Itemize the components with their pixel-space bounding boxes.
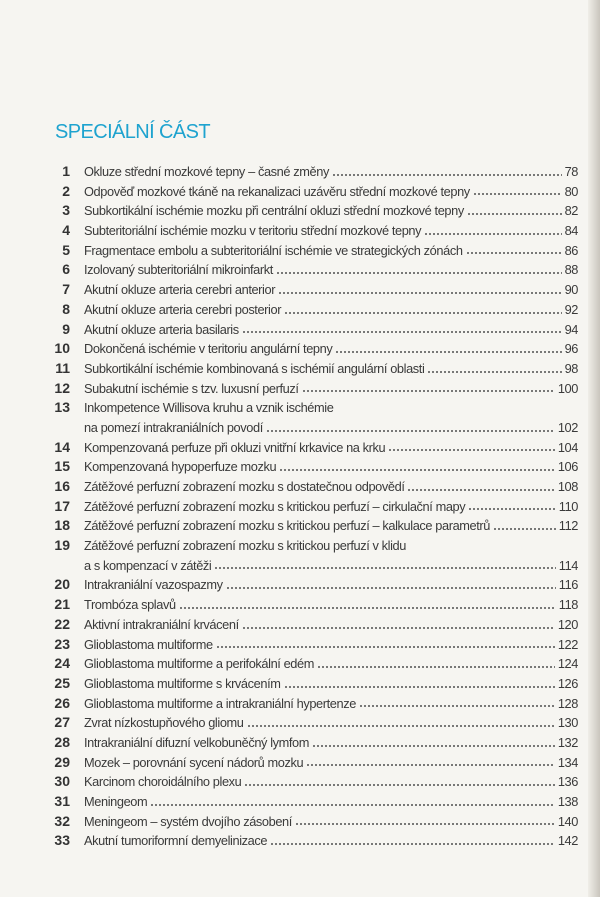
entry-title: Mozek – porovnání sycení nádorů mozku [84,754,304,770]
entry-page-number: 102 [557,419,578,435]
entry-number: 30 [54,773,70,790]
entry-page-number: 100 [557,380,578,396]
entry-title: Karcinom choroidálního plexu [84,774,242,790]
dot-leader [284,311,561,315]
entry-page-number: 108 [557,479,578,494]
entry-number: 11 [55,359,70,376]
entry-text [84,753,578,773]
toc-entry[interactable] [40,694,578,714]
entry-number: 21 [54,596,70,613]
entry-text [84,635,578,655]
entry-page-number: 86 [564,242,578,258]
entry-text [84,595,578,615]
entry-number: 18 [54,517,70,534]
toc-entry[interactable] [40,831,578,851]
entry-text [84,398,578,437]
entry-page-number: 84 [564,223,578,239]
entry-title: Zvrat nízkostupňového gliomu [84,715,244,731]
toc-entry[interactable] [40,674,578,694]
toc-entry[interactable] [40,457,578,477]
dot-leader [317,665,555,669]
entry-text [84,772,578,792]
entry-page-number: 116 [558,577,578,593]
entry-line [84,201,578,221]
dot-leader [284,685,555,689]
entry-text [84,694,578,714]
dot-leader [278,291,561,295]
entry-text [84,654,578,674]
entry-title: Dokončená ischémie v teritoriu angulární tepny [84,341,333,357]
entry-number: 4 [62,222,70,239]
dot-leader [466,251,562,255]
entry-page-number: 96 [564,341,578,357]
toc-entry[interactable] [40,497,578,517]
dot-leader [242,330,562,334]
dot-leader [179,606,556,610]
entry-page-number: 80 [564,183,578,199]
entry-text [84,320,578,340]
entry-line [84,556,578,576]
entry-page-number: 134 [557,754,578,770]
page-edge-shadow [588,0,600,897]
dot-leader [279,468,555,472]
entry-page-number: 122 [557,636,578,652]
entry-text [84,812,578,832]
toc-entry[interactable] [40,615,578,635]
toc-entry[interactable] [40,221,578,241]
entry-title: na pomezí intrakraniálních povodí [84,419,263,435]
dot-leader [270,842,555,846]
entry-title: Glioblastoma multiforme a perifokální edém [84,656,315,672]
entry-text [84,713,578,733]
toc-entry[interactable] [40,477,578,497]
entry-text [84,162,578,182]
entry-page-number: 98 [564,360,578,376]
entry-text [84,457,578,477]
entry-page-number: 82 [564,203,578,219]
entry-page-number: 88 [564,262,578,278]
entry-number: 23 [54,635,70,652]
entry-line [84,792,578,812]
entry-title: Fragmentace embolu a subteritoriální ischémie ve strategických zónách [84,242,463,258]
toc-entry[interactable] [40,359,578,379]
toc-entry[interactable] [40,713,578,733]
entry-number: 32 [54,812,70,829]
entry-title: Subkortikální ischémie kombinovaná s ischémií angulární oblasti [84,360,425,376]
toc-entry[interactable] [40,536,578,575]
entry-page-number: 132 [557,734,578,750]
entry-title: Zátěžové perfuzní zobrazení mozku s kritickou perfuzí v klidu [84,538,406,554]
entry-text [84,615,578,635]
entry-line [84,772,578,792]
entry-text [84,379,578,399]
entry-line [84,595,578,615]
dot-leader [359,704,555,708]
entry-title: Subkortikální ischémie mozku při centrální okluzi střední mozkové tepny [84,203,464,219]
dot-leader [473,192,562,196]
toc-entry[interactable] [40,182,578,202]
entry-text [84,280,578,300]
entry-number: 8 [62,300,70,317]
section-heading: SPECIÁLNÍ ČÁST [55,121,210,143]
entry-line [84,516,578,536]
entry-title: Inkompetence Willisova kruhu a vznik ischémie [84,400,334,416]
entry-page-number: 110 [558,498,578,514]
entry-number: 17 [54,497,70,514]
entry-line [84,398,578,418]
entry-title: Glioblastoma multiforme a intrakraniální hypertenze [84,695,356,711]
entry-text [84,831,578,851]
entry-text [84,241,578,261]
entry-line [84,713,578,733]
entry-title: Kompenzovaná hypoperfuze mozku [84,459,277,475]
toc-entry[interactable] [40,812,578,832]
toc-entry[interactable] [40,201,578,221]
dot-leader [306,763,555,767]
entry-line [84,280,578,300]
dot-leader [244,783,554,787]
entry-number: 7 [62,281,70,298]
dot-leader [276,271,562,275]
entry-number: 6 [62,261,70,278]
entry-text [84,260,578,280]
toc-entry[interactable] [40,438,578,458]
dot-leader [216,645,555,649]
entry-number: 26 [54,694,70,711]
entry-line [84,497,578,517]
entry-page-number: 120 [557,616,578,632]
entry-title: Akutní tumoriformní demyelinizace [84,833,268,849]
entry-title: Zátěžové perfuzní zobrazení mozku s dostatečnou odpovědí [84,479,405,494]
toc-entry[interactable] [40,575,578,595]
entry-line [84,379,578,399]
toc-entry[interactable] [40,772,578,792]
entry-title: a s kompenzací v zátěži [84,557,212,573]
entry-title: Intrakraniální vazospazmy [84,577,223,593]
entry-number: 10 [54,340,70,357]
entry-line [84,300,578,320]
toc-entry[interactable] [40,595,578,615]
dot-leader [242,626,555,630]
entry-title: Intrakraniální difuzní velkobuněčný lymfom [84,734,310,750]
toc-entry[interactable] [40,241,578,261]
entry-title: Okluze střední mozkové tepny – časné změny [84,164,329,179]
entry-page-number: 138 [557,794,578,809]
entry-page-number: 118 [558,597,578,613]
dot-leader [493,527,556,531]
entry-text [84,221,578,241]
entry-line [84,477,578,497]
entry-page-number: 94 [564,321,578,337]
entry-line [84,221,578,241]
entry-page-number: 114 [558,557,578,573]
dot-leader [226,586,556,590]
entry-title: Aktivní intrakraniální krvácení [84,616,239,632]
dot-leader [335,350,561,354]
dot-leader [332,173,562,177]
toc-entry[interactable] [40,162,578,182]
dot-leader [424,232,561,236]
entry-text [84,339,578,359]
entry-text [84,438,578,458]
dot-leader [427,370,561,374]
entry-text [84,477,578,497]
entry-text [84,516,578,536]
toc-entry[interactable] [40,792,578,812]
toc-entry[interactable] [40,339,578,359]
entry-page-number: 124 [557,656,578,672]
entry-number: 16 [54,478,70,494]
entry-line [84,575,578,595]
table-of-contents [40,162,578,851]
entry-page-number: 136 [557,774,578,790]
entry-text [84,359,578,379]
entry-line [84,674,578,694]
entry-number: 2 [62,182,70,199]
entry-number: 24 [54,655,70,672]
entry-number: 27 [54,714,70,731]
entry-text [84,674,578,694]
entry-title: Glioblastoma multiforme [84,636,213,652]
entry-title: Meningeom – systém dvojího zásobení [84,813,292,829]
entry-number: 14 [54,438,70,455]
entry-line [84,654,578,674]
entry-title: Izolovaný subteritoriální mikroinfarkt [84,262,273,278]
entry-text [84,497,578,517]
entry-number: 13 [54,399,70,416]
entry-page-number: 128 [557,695,578,711]
entry-number: 31 [54,793,70,809]
dot-leader [247,724,555,728]
toc-entry[interactable] [40,753,578,773]
toc-entry[interactable] [40,260,578,280]
dot-leader [407,488,554,492]
entry-title: Subteritoriální ischémie mozku v teritoriu střední mozkové tepny [84,223,422,239]
entry-line [84,635,578,655]
entry-line [84,182,578,202]
entry-number: 29 [54,753,70,770]
entry-page-number: 126 [557,675,578,691]
entry-title: Odpověď mozkové tkáně na rekanalizaci uzávěru střední mozkové tepny [84,183,470,199]
entry-line [84,241,578,261]
entry-line [84,831,578,851]
entry-page-number: 104 [557,439,578,455]
entry-title: Kompenzovaná perfuze při okluzi vnitřní krkavice na krku [84,439,386,455]
entry-text [84,733,578,753]
entry-line [84,339,578,359]
dot-leader [295,822,555,826]
entry-title: Zátěžové perfuzní zobrazení mozku s kritickou perfuzí – cirkulační mapy [84,498,466,514]
dot-leader [468,507,556,511]
entry-number: 28 [54,733,70,750]
entry-line [84,694,578,714]
entry-number: 25 [54,674,70,691]
dot-leader [467,212,562,216]
toc-entry[interactable] [40,733,578,753]
toc-entry[interactable] [40,320,578,340]
entry-line [84,162,578,182]
entry-number: 1 [62,163,70,179]
entry-number: 3 [62,202,70,219]
entry-page-number: 112 [558,518,578,534]
entry-number: 19 [54,537,70,554]
entry-line [84,438,578,458]
entry-page-number: 78 [564,164,578,179]
toc-entry[interactable] [40,516,578,536]
entry-text [84,792,578,812]
entry-number: 22 [54,615,70,632]
entry-line [84,260,578,280]
entry-text [84,201,578,221]
entry-number: 15 [54,458,70,475]
entry-line [84,320,578,340]
entry-number: 9 [62,320,70,337]
toc-entry[interactable] [40,280,578,300]
entry-page-number: 140 [557,813,578,829]
toc-entry[interactable] [40,300,578,320]
dot-leader [266,429,555,433]
entry-page-number: 106 [557,459,578,475]
entry-page-number: 130 [557,715,578,731]
entry-number: 20 [54,576,70,593]
entry-title: Akutní okluze arteria cerebri anterior [84,282,276,298]
entry-title: Akutní okluze arteria basilaris [84,321,239,337]
entry-line [84,615,578,635]
dot-leader [388,448,555,452]
entry-line [84,536,578,556]
toc-entry[interactable] [40,379,578,399]
entry-line [84,733,578,753]
entry-text [84,300,578,320]
entry-line [84,812,578,832]
entry-page-number: 142 [557,833,578,849]
entry-text [84,182,578,202]
entry-title: Trombóza splavů [84,597,176,613]
entry-text [84,536,578,575]
entry-number: 5 [62,241,70,258]
entry-title: Subakutní ischémie s tzv. luxusní perfuzí [84,380,299,396]
toc-entry[interactable] [40,398,578,437]
entry-page-number: 90 [564,282,578,298]
entry-title: Zátěžové perfuzní zobrazení mozku s kritickou perfuzí – kalkulace parametrů [84,518,491,534]
entry-line [84,359,578,379]
entry-line [84,457,578,477]
dot-leader [214,566,555,570]
toc-entry[interactable] [40,635,578,655]
entry-text [84,575,578,595]
entry-line [84,418,578,438]
entry-title: Glioblastoma multiforme s krvácením [84,675,281,691]
dot-leader [150,803,555,807]
entry-page-number: 92 [564,301,578,317]
entry-number: 12 [54,379,70,396]
entry-title: Meningeom [84,794,148,809]
entry-number: 33 [54,832,70,849]
dot-leader [312,744,555,748]
toc-entry[interactable] [40,654,578,674]
dot-leader [302,389,555,393]
entry-line [84,753,578,773]
entry-title: Akutní okluze arteria cerebri posterior [84,301,282,317]
